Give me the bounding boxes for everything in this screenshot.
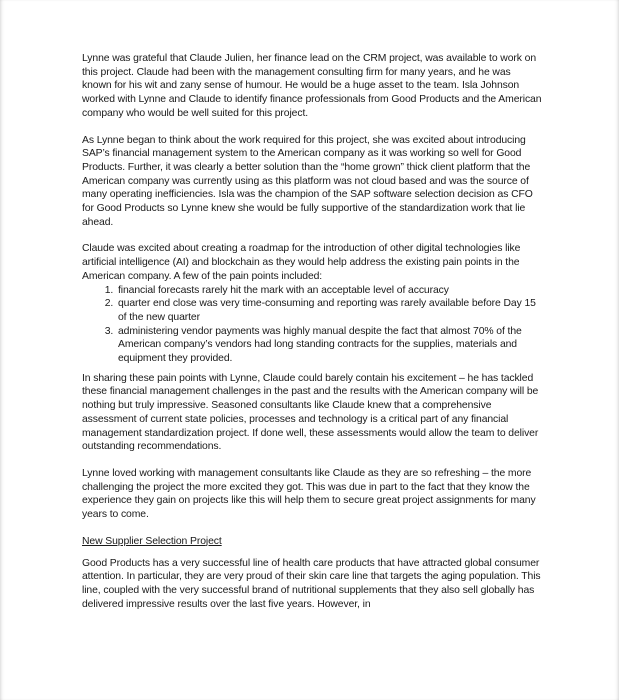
- paragraph-consultants: Lynne loved working with management consultants like Claude as they are so refreshing – the more challenging the project the more excited they got. This was due in part to the fact that they know the experience they gain on projects like this will help them to secure great project assignments for many years to come.: [82, 467, 536, 521]
- paragraph-sap-system: As Lynne began to think about the work required for this project, she was excited about introducing SAP’s financial management system to the American company as it was working so well for Good Products. Further, it was clearly a better solution than the “home grown” thick client platform that the American company was currently using as this platform was not cloud based and was the source of many operating inefficiencies. Isla was the champion of the SAP software selection decision as CFO for Good Products so Lynne knew she would be fully supportive of the standardization work that lie ahead.: [82, 134, 533, 228]
- list-item: 2. quarter end close was very time-consuming and reporting was rarely available before Day 15 of the new quarter: [116, 297, 542, 324]
- paragraph-digital-roadmap: Claude was excited about creating a roadmap for the introduction of other digital technologies like artificial intelligence (AI) and blockchain as they would help address the existing pain points in the American company. A few of the pain points included:: [82, 243, 521, 282]
- document-body: [82, 52, 542, 624]
- list-item: 3. administering vendor payments was highly manual despite the fact that almost 70% of the American company’s vendors had long standing contracts for the supplies, materials and equipment they provided.: [116, 325, 542, 366]
- section-heading: New Supplier Selection Project: [82, 535, 222, 547]
- paragraph-supplier-selection: Good Products has a very successful line of health care products that have attracted global consumer attention. In particular, they are very proud of their skin care line that targets the aging population. This line, coupled with the very successful brand of nutritional supplements that they also sell globally has delivered impressive results over the last five years. However, in: [82, 557, 541, 610]
- pain-points-list: [82, 284, 542, 366]
- list-item: 1. financial forecasts rarely hit the mark with an acceptable level of accuracy: [116, 284, 542, 298]
- paragraph-assessment: In sharing these pain points with Lynne, Claude could barely contain his excitement – he has tackled these financial management challenges in the past and the results with the American company will be nothing but truly impressive. Seasoned consultants like Claude knew that a comprehensive assessment of current state policies, processes and technology is a critical part of any financial management standardization project. If done well, these assessments would allow the team to deliver outstanding recommendations.: [82, 372, 539, 453]
- paragraph-claude-intro: Lynne was grateful that Claude Julien, her finance lead on the CRM project, was available to work on this project. Claude had been with the management consulting firm for many years, and he was known for his wit and zany sense of humour. He would be a huge asset to the team. Isla Johnson worked with Lynne and Claude to identify finance professionals from Good Products and the American company who would be well suited for this project.: [82, 53, 542, 119]
